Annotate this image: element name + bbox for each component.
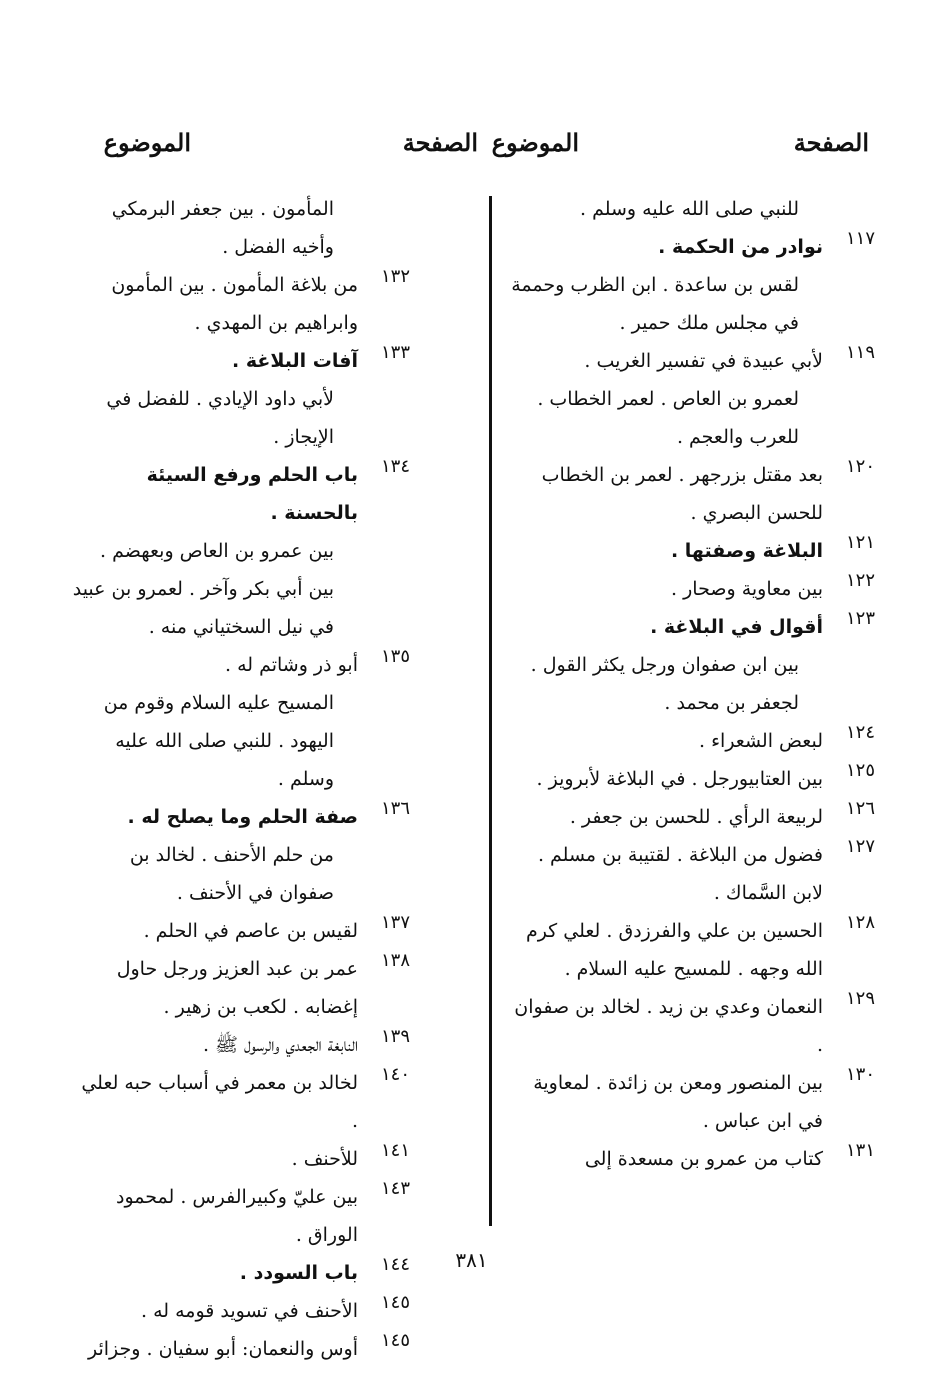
entry-text: لبعض الشعراء . <box>699 730 823 752</box>
index-entry <box>503 570 875 608</box>
entry-text: بين المنصور ومعن بن زائدة . لمعاوية في ابن عباس . <box>533 1072 823 1132</box>
entry-page-number: ١٣٤ <box>380 456 410 477</box>
index-entry <box>70 380 410 456</box>
entry-page-number: ١٢٣ <box>845 608 875 629</box>
index-entry <box>70 950 410 1026</box>
index-entry <box>503 190 875 228</box>
header-topic-right: الموضوع <box>491 128 579 157</box>
entry-text: للأحنف . <box>291 1148 358 1170</box>
entry-page-number: ١٢٤ <box>845 722 875 743</box>
index-entry <box>503 760 875 798</box>
index-entry <box>503 912 875 988</box>
entry-text: بين أبي بكر وآخر . لعمرو بن عبيد في نيل السختياني منه . <box>72 578 334 638</box>
index-entry <box>70 570 410 646</box>
entry-page-number: ١٢٢ <box>845 570 875 591</box>
header-topic-left: الموضوع <box>103 128 191 157</box>
index-entry <box>70 456 410 532</box>
index-entry <box>503 1064 875 1140</box>
index-entry <box>503 228 875 266</box>
entry-page-number: ١٢١ <box>845 532 875 553</box>
entry-text: فضول من البلاغة . لقتيبة بن مسلم . لابن السَّماك . <box>537 844 823 904</box>
entry-text: المسيح عليه السلام وقوم من اليهود . للنبي صلى الله عليه وسلم . <box>103 692 334 790</box>
index-entry <box>503 532 875 570</box>
entry-text: النابغة الجعدي والرسول ﷺ . <box>202 1034 358 1056</box>
entry-text: أوس والنعمان: أبو سفيان . وجزائر <box>88 1338 358 1360</box>
entry-text: بين ابن صفوان ورجل يكثر القول . لجعفر بن محمد . <box>530 654 799 714</box>
entry-page-number: ١٣٣ <box>380 342 410 363</box>
index-entry <box>503 836 875 912</box>
entry-page-number: ١٤٣ <box>380 1178 410 1199</box>
index-entry <box>70 1292 410 1330</box>
index-entry <box>70 342 410 380</box>
index-entry <box>70 646 410 684</box>
entry-page-number: ١٣٢ <box>380 266 410 287</box>
index-entry <box>70 1026 410 1064</box>
entry-page-number: ١١٧ <box>845 228 875 249</box>
index-entry <box>70 684 410 798</box>
entry-text: النعمان وعدي بن زيد . لخالد بن صفوان . <box>514 996 823 1056</box>
index-entry <box>70 190 410 266</box>
index-column-left <box>70 190 410 1368</box>
index-entry <box>503 266 875 342</box>
entry-text: لخالد بن معمر في أسباب حبه لعلي . <box>81 1072 358 1132</box>
entry-text: لعمرو بن العاص . لعمر الخطاب . للعرب والعجم . <box>537 388 799 448</box>
header-page-left: الصفحة <box>402 128 478 157</box>
index-entry <box>70 532 410 570</box>
entry-heading: البلاغة وصفتها . <box>670 540 823 562</box>
index-column-right <box>503 190 875 1178</box>
entry-page-number: ١٤٥ <box>380 1330 410 1351</box>
entry-text: للنبي صلى الله عليه وسلم . <box>579 198 799 220</box>
column-divider <box>489 196 492 1226</box>
entry-text: أبو ذر وشاتم له . <box>224 654 358 676</box>
index-entry <box>503 988 875 1064</box>
entry-heading: أقوال في البلاغة . <box>650 616 823 638</box>
index-entry <box>503 1140 875 1178</box>
entry-text: بين عمرو بن العاص وبعهضم . <box>100 540 334 562</box>
entry-heading: نوادر من الحكمة . <box>658 236 823 258</box>
entry-text: بين عليّ وكبيرالفرس . لمحمود الوراق . <box>116 1186 358 1246</box>
entry-page-number: ١٢٨ <box>845 912 875 933</box>
entry-heading: آفات البلاغة . <box>232 350 358 372</box>
entry-page-number: ١٣٩ <box>380 1026 410 1047</box>
entry-text: لأبي عبيدة في تفسير الغريب . <box>584 350 823 372</box>
entry-page-number: ١٢٠ <box>845 456 875 477</box>
index-entry <box>70 1330 410 1368</box>
index-entry <box>70 266 410 342</box>
entry-page-number: ١٢٩ <box>845 988 875 1009</box>
entry-page-number: ١٣٦ <box>380 798 410 819</box>
entry-text: من بلاغة المأمون . بين المأمون وابراهيم بن المهدي . <box>111 274 358 334</box>
entry-page-number: ١٢٧ <box>845 836 875 857</box>
page-number: ٣٨١ <box>455 1248 488 1272</box>
entry-text: بين معاوية وصحار . <box>671 578 823 600</box>
index-entry <box>70 1064 410 1140</box>
entry-text: كتاب من عمرو بن مسعدة إلى <box>584 1148 823 1170</box>
entry-page-number: ١٢٦ <box>845 798 875 819</box>
entry-text: الأحنف في تسويد قومه له . <box>141 1300 358 1322</box>
entry-page-number: ١٤٥ <box>380 1292 410 1313</box>
entry-page-number: ١١٩ <box>845 342 875 363</box>
entry-text: من حلم الأحنف . لخالد بن صفوان في الأحنف . <box>129 844 334 904</box>
header-page-right: الصفحة <box>793 128 869 157</box>
entry-page-number: ١٤١ <box>380 1140 410 1161</box>
index-entry <box>503 722 875 760</box>
entry-page-number: ١٣٥ <box>380 646 410 667</box>
index-entry <box>70 798 410 836</box>
index-entry <box>503 380 875 456</box>
index-entry <box>70 1140 410 1178</box>
index-entry <box>70 836 410 912</box>
entry-page-number: ١٢٥ <box>845 760 875 781</box>
entry-text: لقس بن ساعدة . ابن الظرب وحممة في مجلس ملك حمير . <box>511 274 799 334</box>
entry-page-number: ١٣١ <box>845 1140 875 1161</box>
index-entry <box>503 646 875 722</box>
entry-text: لقيس بن عاصم في الحلم . <box>143 920 358 942</box>
index-entry <box>503 798 875 836</box>
entry-page-number: ١٣٧ <box>380 912 410 933</box>
entry-text: بين العتابيورجل . في البلاغة لأبرويز . <box>536 768 823 790</box>
entry-text: المأمون . بين جعفر البرمكي وأخيه الفضل . <box>111 198 334 258</box>
entry-text: بعد مقتل بزرجهر . لعمر بن الخطاب للحسن البصري . <box>541 464 823 524</box>
entry-page-number: ١٤٤ <box>380 1254 410 1275</box>
entry-heading: باب السودد . <box>239 1262 358 1284</box>
entry-heading: باب الحلم ورفع السيئة بالحسنة . <box>146 464 358 524</box>
index-entry <box>503 608 875 646</box>
index-entry <box>503 342 875 380</box>
entry-page-number: ١٤٠ <box>380 1064 410 1085</box>
entry-heading: صفة الحلم وما يصلح له . <box>127 806 358 828</box>
index-entry <box>503 456 875 532</box>
entry-page-number: ١٣٠ <box>845 1064 875 1085</box>
index-entry <box>70 1178 410 1254</box>
entry-text: لربيعة الرأي . للحسن بن جعفر . <box>569 806 823 828</box>
entry-text: عمر بن عبد العزيز ورجل حاول إغضابه . لكعب بن زهير . <box>116 958 358 1018</box>
entry-text: الحسين بن علي والفرزدق . لعلي كرم الله وجهه . للمسيح عليه السلام . <box>525 920 823 980</box>
index-entry <box>70 912 410 950</box>
entry-page-number: ١٣٨ <box>380 950 410 971</box>
entry-text: لأبي داود الإيادي . للفضل في الإيجاز . <box>106 388 334 448</box>
